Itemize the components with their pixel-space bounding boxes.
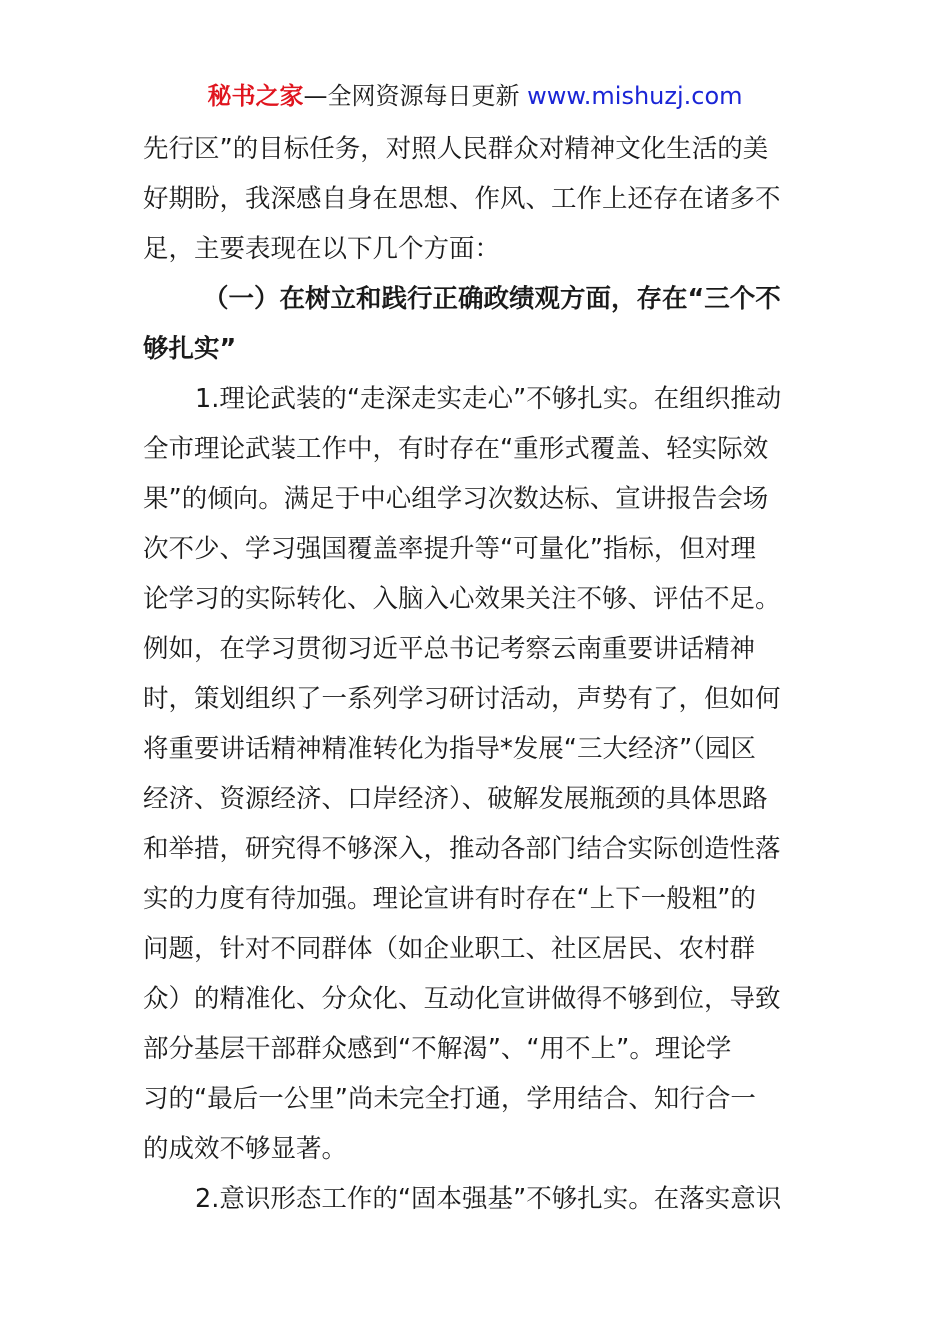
text-line: 好期盼，我深感自身在思想、作风、工作上还存在诸多不	[143, 184, 781, 214]
text-line: 论学习的实际转化、入脑入心效果关注不够、评估不足。	[143, 584, 781, 614]
heading-line: （一）在树立和践行正确政绩观方面，存在“三个不	[203, 284, 781, 314]
text-line: 习的“最后一公里”尚未完全打通，学用结合、知行合一	[143, 1084, 756, 1114]
item-1-paragraph	[143, 374, 807, 1174]
site-header	[0, 80, 950, 112]
text-line: 问题，针对不同群体（如企业职工、社区居民、农村群	[143, 934, 756, 964]
text-line: 部分基层干部群众感到“不解渴”、“用不上”。理论学	[143, 1034, 732, 1064]
text-line: 众）的精准化、分众化、互动化宣讲做得不够到位，导致	[143, 984, 781, 1014]
text-line: 足，主要表现在以下几个方面：	[143, 234, 501, 264]
brand-name: 秘书之家	[207, 82, 304, 110]
intro-paragraph	[143, 124, 807, 274]
document-body	[143, 124, 807, 1224]
item-2-paragraph	[143, 1174, 807, 1224]
section-heading	[143, 274, 807, 374]
text-line: 和举措，研究得不够深入，推动各部门结合实际创造性落	[143, 834, 781, 864]
text-line: 时，策划组织了一系列学习研讨活动，声势有了，但如何	[143, 684, 781, 714]
text-line: 的成效不够显著。	[143, 1134, 348, 1164]
text-line: 1.理论武装的“走深走实走心”不够扎实。在组织推动	[195, 384, 782, 414]
text-line: 例如，在学习贯彻习近平总书记考察云南重要讲话精神	[143, 634, 756, 664]
text-line: 果”的倾向。满足于中心组学习次数达标、宣讲报告会场	[143, 484, 769, 514]
site-url-link[interactable]: www.mishuzj.com	[527, 82, 743, 110]
text-line: 次不少、学习强国覆盖率提升等“可量化”指标，但对理	[143, 534, 756, 564]
header-tagline: —全网资源每日更新	[303, 82, 528, 110]
text-line: 先行区”的目标任务，对照人民群众对精神文化生活的美	[143, 134, 769, 164]
text-line: 全市理论武装工作中，有时存在“重形式覆盖、轻实际效	[143, 434, 769, 464]
heading-line: 够扎实”	[143, 334, 237, 364]
text-line: 将重要讲话精神精准转化为指导*发展“三大经济”（园区	[143, 734, 756, 764]
text-line: 2.意识形态工作的“固本强基”不够扎实。在落实意识	[195, 1184, 782, 1214]
text-line: 实的力度有待加强。理论宣讲有时存在“上下一般粗”的	[143, 884, 756, 914]
text-line: 经济、资源经济、口岸经济）、破解发展瓶颈的具体思路	[143, 784, 768, 814]
